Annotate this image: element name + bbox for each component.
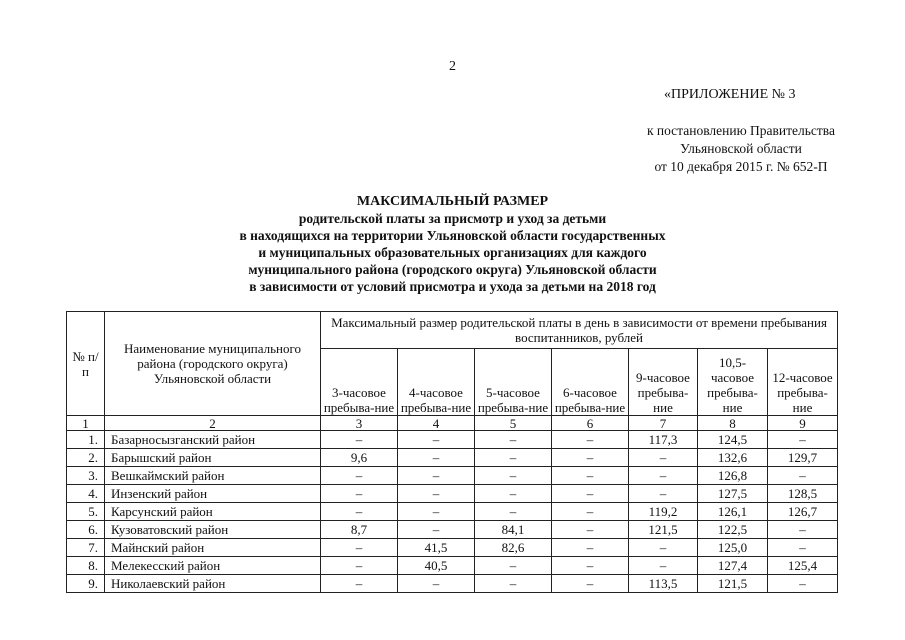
fee-value: – [552,467,629,485]
fee-value: 121,5 [629,521,698,539]
fee-value: – [629,485,698,503]
fee-value: 40,5 [398,557,475,575]
table-row [67,557,838,575]
table-row [67,539,838,557]
table-row [67,575,838,593]
title-main: МАКСИМАЛЬНЫЙ РАЗМЕР [356,194,549,209]
column-number: 6 [552,416,629,431]
fee-value: 9,6 [321,449,398,467]
fee-table [66,311,838,593]
header-4h: 4-часовое пребыва-ние [398,349,475,416]
district-name: Инзенский район [105,485,321,503]
fee-value: 84,1 [475,521,552,539]
table-row [67,521,838,539]
table-row [67,485,838,503]
table-row [67,467,838,485]
fee-value: – [552,539,629,557]
header-10-5h: 10,5-часовое пребыва-ние [698,349,768,416]
fee-value: – [321,431,398,449]
decree-line: к постановлению Правительства [646,123,835,138]
fee-value: – [398,575,475,593]
fee-value: – [321,557,398,575]
fee-value: – [768,575,838,593]
district-name: Кузоватовский район [105,521,321,539]
fee-value: – [768,539,838,557]
fee-value: – [475,575,552,593]
title-line: в находящихся на территории Ульяновской области государственных [239,228,666,243]
fee-value: 122,5 [698,521,768,539]
row-number: 9. [67,575,105,593]
table-row [67,449,838,467]
title-line: муниципального района (городского округа) Ульяновской области [248,262,657,277]
fee-value: – [475,503,552,521]
fee-value: 8,7 [321,521,398,539]
fee-value: 126,1 [698,503,768,521]
row-number: 3. [67,467,105,485]
column-number: 4 [398,416,475,431]
fee-value: – [768,521,838,539]
fee-value: – [321,485,398,503]
fee-value: 113,5 [629,575,698,593]
decree-line: от 10 декабря 2015 г. № 652-П [654,159,828,174]
header-9h: 9-часовое пребыва-ние [629,349,698,416]
table-row [67,431,838,449]
fee-value: 129,7 [768,449,838,467]
fee-value: – [629,467,698,485]
document-title [0,193,905,295]
row-number: 4. [67,485,105,503]
district-name: Николаевский район [105,575,321,593]
fee-value: – [629,449,698,467]
column-number: 7 [629,416,698,431]
column-number: 9 [768,416,838,431]
column-number: 8 [698,416,768,431]
header-group-max-fee: Максимальный размер родительской платы в день в зависимости от времени пребывания воспитанников, рублей [321,312,838,349]
fee-value: 82,6 [475,539,552,557]
row-number: 7. [67,539,105,557]
header-5h: 5-часовое пребыва-ние [475,349,552,416]
table-row [67,503,838,521]
fee-value: – [475,485,552,503]
district-name: Карсунский район [105,503,321,521]
fee-value: – [321,575,398,593]
fee-value: – [398,503,475,521]
page-number: 2 [449,59,456,74]
district-name: Барышский район [105,449,321,467]
fee-value: – [398,449,475,467]
fee-value: 128,5 [768,485,838,503]
fee-value: – [552,431,629,449]
header-number: № п/п [67,312,105,416]
fee-value: – [552,575,629,593]
fee-value: 119,2 [629,503,698,521]
column-number: 3 [321,416,398,431]
fee-value: – [629,557,698,575]
fee-value: – [321,539,398,557]
fee-value: 132,6 [698,449,768,467]
fee-value: – [475,467,552,485]
header-district-name: Наименование муниципального района (городского округа) Ульяновской области [105,312,321,416]
fee-value: – [321,467,398,485]
district-name: Майнский район [105,539,321,557]
fee-value: – [398,485,475,503]
fee-value: 124,5 [698,431,768,449]
header-6h: 6-часовое пребыва-ние [552,349,629,416]
fee-value: – [398,431,475,449]
fee-value: – [475,557,552,575]
header-12h: 12-часовое пребыва-ние [768,349,838,416]
district-name: Мелекесский район [105,557,321,575]
title-line: и муниципальных образовательных организациях для каждого [258,245,647,260]
fee-value: 126,7 [768,503,838,521]
fee-value: – [398,521,475,539]
fee-value: 125,0 [698,539,768,557]
fee-value: 127,5 [698,485,768,503]
fee-value: 121,5 [698,575,768,593]
fee-value: – [552,521,629,539]
appendix-heading: «ПРИЛОЖЕНИЕ № 3 [664,87,796,102]
column-number: 5 [475,416,552,431]
fee-value: – [552,485,629,503]
column-number: 1 [67,416,105,431]
fee-value: – [552,449,629,467]
row-number: 6. [67,521,105,539]
district-name: Базарносызганский район [105,431,321,449]
decree-reference [647,122,835,176]
title-line: в зависимости от условий присмотра и ухода за детьми на 2018 год [249,279,656,294]
row-number: 8. [67,557,105,575]
column-number-row [67,416,838,431]
row-number: 2. [67,449,105,467]
fee-value: 117,3 [629,431,698,449]
fee-value: 127,4 [698,557,768,575]
fee-value: – [768,467,838,485]
fee-value: 41,5 [398,539,475,557]
fee-value: – [475,449,552,467]
column-number: 2 [105,416,321,431]
decree-line: Ульяновской области [680,141,802,156]
row-number: 1. [67,431,105,449]
title-line: родительской платы за присмотр и уход за детьми [298,211,607,226]
header-3h: 3-часовое пребыва-ние [321,349,398,416]
row-number: 5. [67,503,105,521]
fee-value: – [552,503,629,521]
fee-value: – [475,431,552,449]
fee-value: 125,4 [768,557,838,575]
fee-value: – [552,557,629,575]
district-name: Вешкаймский район [105,467,321,485]
fee-value: – [629,539,698,557]
fee-value: – [321,503,398,521]
fee-value: 126,8 [698,467,768,485]
fee-value: – [768,431,838,449]
fee-value: – [398,467,475,485]
